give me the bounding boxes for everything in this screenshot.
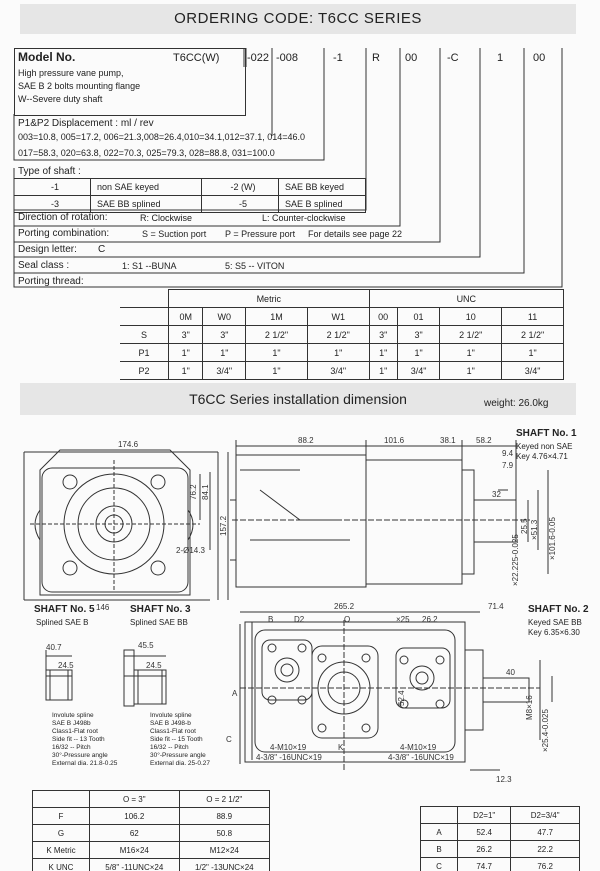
spline5-notes [52, 712, 117, 768]
dim-front-h2: 84.1 [201, 484, 210, 500]
dim-side-222: ×22.225-0.025 [511, 534, 520, 586]
thread-cell: 1" [369, 344, 397, 362]
shaft-desc: non SAE keyed [91, 179, 202, 196]
installation-title: T6CC Series installation dimension [189, 391, 407, 407]
dim-front-bottom: 146 [96, 603, 110, 612]
thread-cell: 2 1/2" [502, 326, 564, 344]
header-cell: O = 3" [90, 791, 180, 808]
header-cell: D2=3/4" [511, 807, 580, 824]
header-cell: D2=1" [458, 807, 511, 824]
dim-bot-k: K [338, 743, 344, 752]
dim-front-h1: 76.2 [189, 484, 198, 500]
dim-bot-a: A [232, 689, 238, 698]
shaft2-title: SHAFT No. 2 [528, 604, 589, 615]
row-label: F [33, 808, 90, 825]
thread-label: Porting thread: [18, 276, 84, 287]
thread-cell: 1" [246, 344, 308, 362]
table-row [421, 841, 580, 858]
dim-front-holes: 2-Ø14.3 [176, 546, 205, 555]
code-part-p2: -008 [276, 52, 299, 64]
thread-cell: 1" [246, 362, 308, 380]
thread-cell: 1" [169, 362, 203, 380]
shaft5-title: SHAFT No. 5 [34, 604, 95, 615]
row-label: C [421, 858, 458, 871]
table-cell: 88.9 [179, 808, 269, 825]
dim-side-58: 58.2 [476, 436, 492, 445]
spline-note: 30°-Pressure angle [150, 752, 206, 759]
dim-s3-455: 45.5 [138, 641, 154, 650]
porting-label: Porting combination: [18, 228, 110, 239]
shaft2-sub2: Key 6.35×6.30 [528, 628, 580, 637]
dim-bot-d2: D2 [294, 615, 305, 624]
table-row [33, 808, 270, 825]
displacement-line-1: 003=10.8, 005=17.2, 006=21.3,008=26.4,010=34.1,012=37.1, 014=46.0 [18, 132, 306, 142]
header-cell [421, 807, 458, 824]
dim-s5-407: 40.7 [46, 643, 62, 652]
code-part-shaft: -1 [333, 52, 343, 64]
seal-5: 5: S5 -- VITON [225, 261, 285, 271]
shaft3-drawing [124, 650, 166, 706]
dim-bot-25: ×25 [396, 615, 410, 624]
table-row [33, 825, 270, 842]
dim-bot-40: 40 [506, 668, 515, 677]
thread-cell: 1" [502, 344, 564, 362]
displacement-title: P1&P2 Displacement : ml / rev [18, 118, 154, 129]
group-unc: UNC [369, 290, 563, 308]
dim-front-h3: 157.2 [219, 515, 228, 536]
col-header: W1 [307, 308, 369, 326]
thread-cell: 1" [307, 344, 369, 362]
seal-1: 1: S1 --BUNA [122, 261, 177, 271]
dim-bot-o: O [344, 615, 351, 624]
table-cell: M12×24 [179, 842, 269, 859]
desc-line: W--Severe duty shaft [18, 94, 103, 104]
spline-note: SAE B J498-b [150, 720, 191, 727]
table-row [33, 859, 270, 871]
shaft5-sub: Splined SAE B [36, 618, 89, 627]
desc-line: SAE B 2 bolts mounting flange [18, 81, 141, 91]
rotation-l: L: Counter-clockwise [262, 213, 346, 223]
table-cell: M16×24 [90, 842, 180, 859]
dim-bot-b: B [268, 615, 274, 624]
spline-note: Class1-Flat root [150, 728, 196, 735]
col-header: 0M [169, 308, 203, 326]
dim-bot-2540: ×25.4-0.025 [541, 709, 550, 752]
thread-cell: 3/4" [502, 362, 564, 380]
row-label: K UNC [33, 859, 90, 871]
shaft-code: -2 (W) [202, 179, 279, 196]
thread-cell: 3" [203, 326, 246, 344]
dim-bot-m10b: 4-3/8" -16UNC×19 [256, 753, 322, 762]
code-part-model: T6CC(W) [173, 52, 220, 64]
shaft-type-title: Type of shaft : [18, 166, 81, 177]
dim-bot-2652: 265.2 [334, 602, 355, 611]
dim-bot-524: 52.4 [397, 690, 406, 706]
dim-bot-c: C [226, 735, 232, 744]
thread-cell: 3/4" [203, 362, 246, 380]
table-row [421, 858, 580, 871]
header-cell: O = 2 1/2" [179, 791, 269, 808]
col-header: 00 [369, 308, 397, 326]
ordering-title: ORDERING CODE: T6CC SERIES [174, 10, 422, 27]
dim-side-94: 9.4 [502, 449, 514, 458]
thread-cell: 1" [440, 362, 502, 380]
dim-side-32: 32 [492, 490, 501, 499]
dimension-labels [46, 436, 557, 784]
dim-bot-m816: M8×16 [525, 695, 534, 720]
col-header: 1M [246, 308, 308, 326]
rotation-r: R: Clockwise [140, 213, 193, 223]
table-cell: 22.2 [511, 841, 580, 858]
thread-cell: 3" [169, 326, 203, 344]
table-cell: 52.4 [458, 824, 511, 841]
porting-see: For details see page 22 [308, 229, 403, 239]
col-header: 10 [440, 308, 502, 326]
thread-cell: 2 1/2" [246, 326, 308, 344]
thread-cell: 1" [203, 344, 246, 362]
shaft-code: -5 [202, 196, 279, 213]
col-header: 11 [502, 308, 564, 326]
spline3-notes [150, 712, 210, 768]
shaft-desc: SAE BB keyed [279, 179, 366, 196]
shaft-code: -1 [14, 179, 91, 196]
thread-cell: 3" [397, 326, 440, 344]
row-label: S [120, 326, 169, 344]
dim-side-88: 88.2 [298, 436, 314, 445]
shaft1-title: SHAFT No. 1 [516, 428, 577, 439]
spline-note: External dia. 21.8-0.25 [52, 760, 118, 767]
dim-side-101: 101.6 [384, 436, 405, 445]
thread-cell: 2 1/2" [440, 326, 502, 344]
porting-s: S = Suction port [142, 229, 207, 239]
rotation-label: Direction of rotation: [18, 212, 108, 223]
col-header: W0 [203, 308, 246, 326]
table-cell: 1/2" -13UNC×24 [179, 859, 269, 871]
spline-note: 16/32 -- Pitch [150, 744, 189, 751]
dim-side-38: 38.1 [440, 436, 456, 445]
table-cell: 62 [90, 825, 180, 842]
table-cell: 106.2 [90, 808, 180, 825]
dim-bot-m10a: 4-M10×19 [270, 743, 307, 752]
dim-front-w: 174.6 [118, 440, 139, 449]
spline-note: 16/32 -- Pitch [52, 744, 91, 751]
table-cell: 50.8 [179, 825, 269, 842]
spline-note: SAE B J498b [52, 720, 91, 727]
spline-note: Side fit -- 15 Tooth [150, 736, 203, 743]
header-cell [33, 791, 90, 808]
code-part-p1: -022 [247, 52, 270, 64]
row-label: B [421, 841, 458, 858]
col-header: 01 [397, 308, 440, 326]
side-view-drawing [230, 440, 548, 587]
table-cell: 76.2 [511, 858, 580, 871]
dim-side-79: 7.9 [502, 461, 514, 470]
shaft-desc: SAE B splined [279, 196, 366, 213]
thread-cell: 3" [369, 326, 397, 344]
front-view-drawing [24, 450, 228, 600]
table-header-row [421, 807, 580, 824]
row-label: P2 [120, 362, 169, 380]
dim-bot-123: 12.3 [496, 775, 512, 784]
weight-label: weight: 26.0kg [484, 398, 549, 409]
displacement-line-2: 017=58.3, 020=63.8, 022=70.3, 025=79.3, 028=88.8, 031=100.0 [18, 148, 275, 158]
design-value: C [98, 244, 106, 255]
table-cell: 47.7 [511, 824, 580, 841]
spline-note: Involute spline [52, 712, 94, 719]
thread-cell: 3/4" [307, 362, 369, 380]
thread-cell: 1" [397, 344, 440, 362]
table-row [33, 842, 270, 859]
thread-cell: 2 1/2" [307, 326, 369, 344]
shaft-desc: SAE BB splined [91, 196, 202, 213]
shaft1-sub1: Keyed non SAE [516, 442, 573, 451]
thread-cell: 1" [369, 362, 397, 380]
row-label: P1 [120, 344, 169, 362]
thread-cell: 1" [440, 344, 502, 362]
shaft3-sub: Splined SAE BB [130, 618, 188, 627]
thread-cell: 3/4" [397, 362, 440, 380]
row-label: A [421, 824, 458, 841]
dim-s5-245: 24.5 [58, 661, 74, 670]
dim-bot-714: 71.4 [488, 602, 504, 611]
table-row [421, 824, 580, 841]
table-header-row [33, 791, 270, 808]
shaft2-sub1: Keyed SAE BB [528, 618, 582, 627]
row-label: K Metric [33, 842, 90, 859]
spline-note: External dia. 25-0.27 [150, 760, 210, 767]
port-dim-table [420, 806, 580, 871]
dim-bot-262: 26.2 [422, 615, 438, 624]
desc-line: High pressure vane pump, [18, 68, 124, 78]
dim-s3-245: 24.5 [146, 661, 162, 670]
dim-side-1016: ×101.6-0.05 [548, 517, 557, 560]
group-metric: Metric [169, 290, 370, 308]
code-part-seal: 1 [497, 52, 504, 64]
porting-p: P = Pressure port [225, 229, 296, 239]
shaft1-sub2: Key 4.76×4.71 [516, 452, 568, 461]
shaft5-drawing [46, 650, 72, 700]
spline-note: 30°-Pressure angle [52, 752, 108, 759]
dim-bot-m10d: 4-3/8" -16UNC×19 [388, 753, 454, 762]
thread-cell: 1" [169, 344, 203, 362]
row-label: G [33, 825, 90, 842]
dim-bot-m10c: 4-M10×19 [400, 743, 437, 752]
model-label: Model No. [18, 50, 76, 64]
spline-note: Class1-Flat root [52, 728, 98, 735]
code-part-thread: 00 [533, 52, 546, 64]
shaft3-title: SHAFT No. 3 [130, 604, 191, 615]
table-cell: 5/8" -11UNC×24 [90, 859, 180, 871]
code-part-rotation: R [372, 52, 380, 64]
code-part-design: -C [447, 52, 459, 64]
spline-note: Involute spline [150, 712, 192, 719]
flange-dim-table [32, 790, 270, 871]
design-label: Design letter: [18, 244, 77, 255]
table-cell: 74.7 [458, 858, 511, 871]
code-part-porting: 00 [405, 52, 418, 64]
seal-label: Seal class : [18, 260, 70, 271]
dim-side-513: ×51.3 [530, 519, 539, 540]
spline-note: Side fit -- 13 Tooth [52, 736, 105, 743]
table-cell: 26.2 [458, 841, 511, 858]
dim-side-255: 25.5 [520, 518, 529, 534]
shaft-code: -3 [14, 196, 91, 213]
